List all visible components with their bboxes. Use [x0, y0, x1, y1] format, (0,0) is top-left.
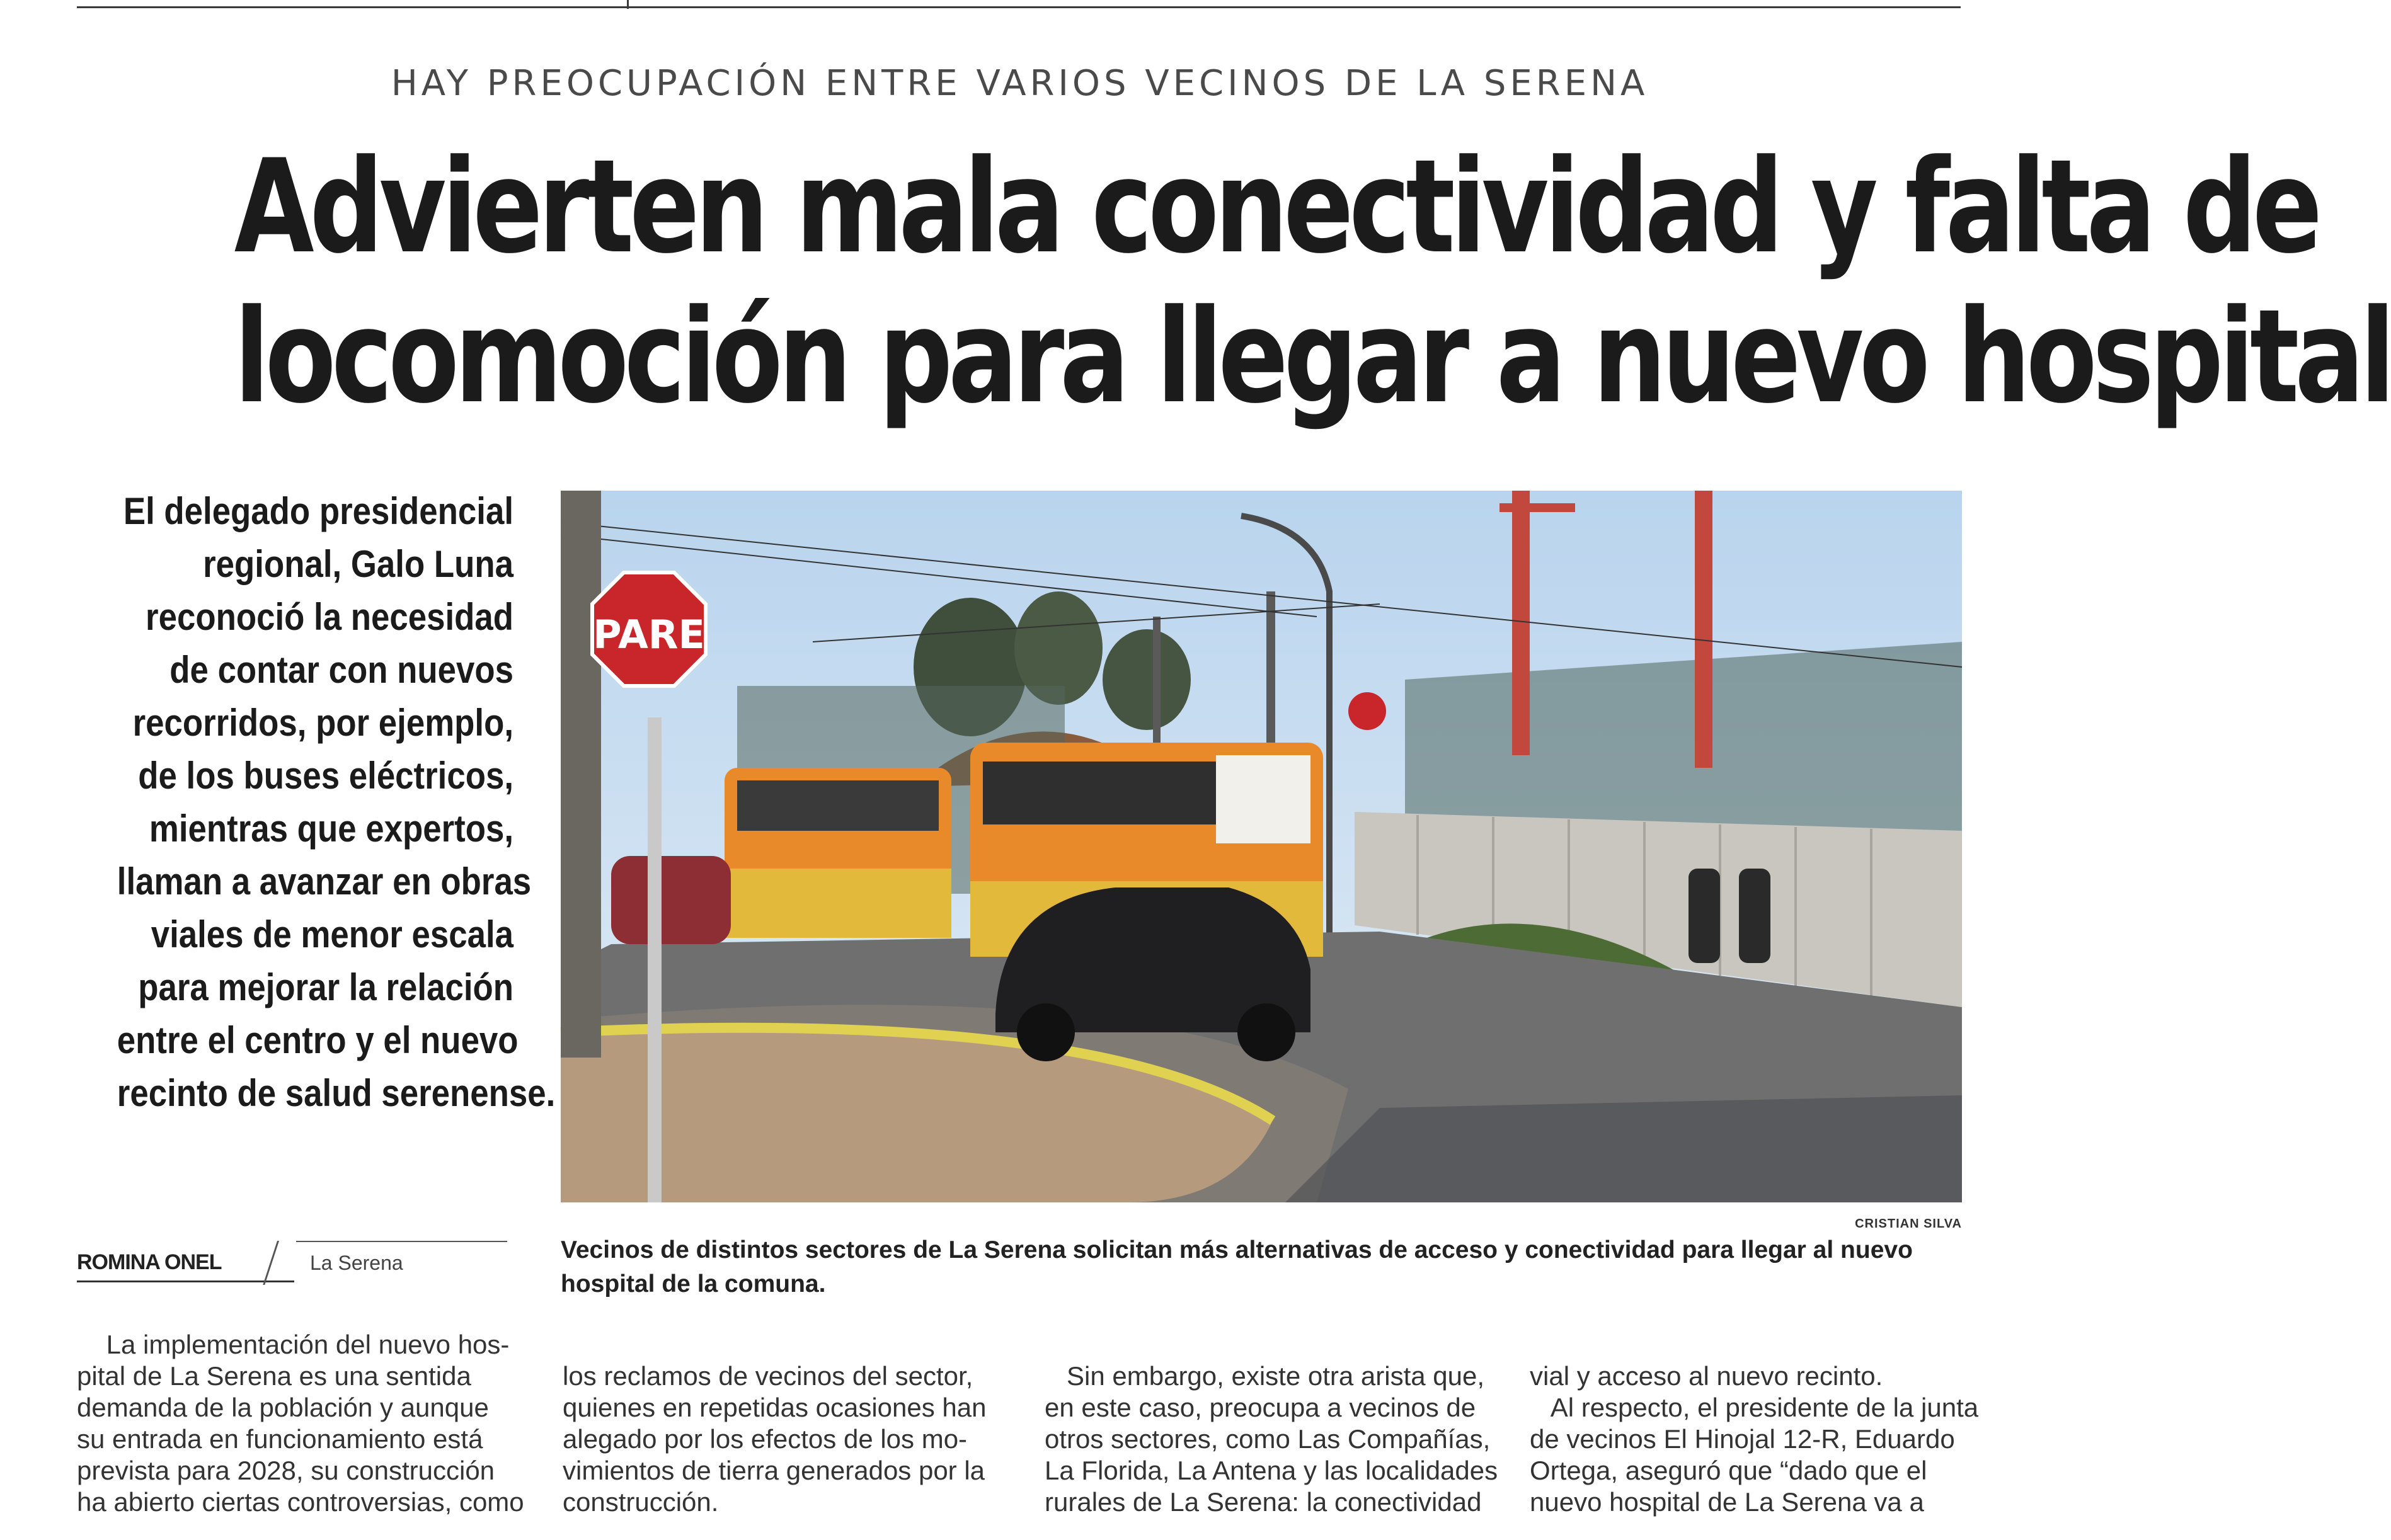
body-line: vimientos de tierra generados por la — [563, 1456, 985, 1485]
stop-sign-text: PARE — [593, 612, 705, 658]
byline-divider — [263, 1241, 279, 1285]
body-column-3 — [1045, 1360, 1498, 1518]
body-line: en este caso, preocupa a vecinos de — [1045, 1393, 1476, 1422]
lead-line: reconoció la necesidad — [146, 596, 513, 638]
lead-line: El delegado presidencial — [123, 490, 514, 532]
body-line: quienes en repetidas ocasiones han — [563, 1393, 987, 1422]
lead-line: regional, Galo Luna — [203, 543, 513, 585]
byline-rule — [77, 1280, 294, 1282]
body-line: su entrada en funcionamiento está — [77, 1424, 483, 1454]
lead-line: mientras que expertos, — [149, 807, 513, 850]
photo-caption: Vecinos de distintos sectores de La Serena solicitan más alternativas de acceso y conectividad para llegar al nuevo hospital de la comuna. — [561, 1236, 1913, 1298]
body-line: otros sectores, como Las Compañías, — [1045, 1424, 1491, 1454]
body-line: ha abierto ciertas controversias, como — [77, 1487, 524, 1517]
headline-line-1: Advierten mala conectividad y falta de — [234, 132, 2319, 282]
lead-line: de los buses eléctricos, — [138, 755, 514, 797]
body-line: prevista para 2028, su construcción — [77, 1456, 495, 1485]
body-column-1 — [77, 1329, 524, 1518]
lead-line: entre el centro y el nuevo — [117, 1019, 519, 1061]
news-photo — [561, 491, 1962, 1202]
byline-rule-right — [296, 1241, 507, 1242]
lead-line: para mejorar la relación — [138, 966, 513, 1008]
body-line: Sin embargo, existe otra arista que, — [1045, 1361, 1485, 1391]
body-line: pital de La Serena es una sentida — [77, 1361, 471, 1391]
headline — [234, 132, 2391, 432]
lead-line: de contar con nuevos — [169, 649, 513, 691]
lead-line: recorridos, por ejemplo, — [132, 702, 513, 744]
byline-author: ROMINA ONEL — [77, 1250, 222, 1274]
body-line: Al respecto, el presidente de la junta — [1530, 1393, 1979, 1422]
top-rule-tick — [627, 0, 629, 9]
body-line: La Florida, La Antena y las localidades — [1045, 1456, 1498, 1485]
body-line: rurales de La Serena: la conectividad — [1045, 1487, 1482, 1517]
body-line: demanda de la población y aunque — [77, 1393, 489, 1422]
kicker: HAY PREOCUPACIÓN ENTRE VARIOS VECINOS DE LA SERENA — [391, 63, 1649, 104]
body-column-4 — [1530, 1360, 1979, 1518]
body-line: Ortega, aseguró que “dado que el — [1530, 1456, 1927, 1485]
body-line: vial y acceso al nuevo recinto. — [1530, 1361, 1883, 1391]
byline-place: La Serena — [310, 1252, 403, 1274]
body-line: alegado por los efectos de los mo- — [563, 1424, 968, 1454]
lead-line: llaman a avanzar en obras — [117, 860, 532, 903]
photo-credit: CRISTIAN SILVA — [1855, 1217, 1962, 1231]
lead-summary — [63, 485, 556, 1120]
top-rule — [77, 6, 1961, 8]
body-line: nuevo hospital de La Serena va a — [1530, 1487, 1924, 1517]
headline-line-2: locomoción para llegar a nuevo hospital — [234, 282, 2391, 432]
body-line: La implementación del nuevo hos- — [77, 1330, 510, 1359]
body-line: construcción. — [563, 1487, 719, 1517]
body-line: de vecinos El Hinojal 12-R, Eduardo — [1530, 1424, 1955, 1454]
lead-line: recinto de salud serenense. — [117, 1072, 556, 1114]
body-line: los reclamos de vecinos del sector, — [563, 1361, 973, 1391]
lead-line: viales de menor escala — [151, 913, 513, 955]
body-column-2 — [563, 1360, 994, 1518]
